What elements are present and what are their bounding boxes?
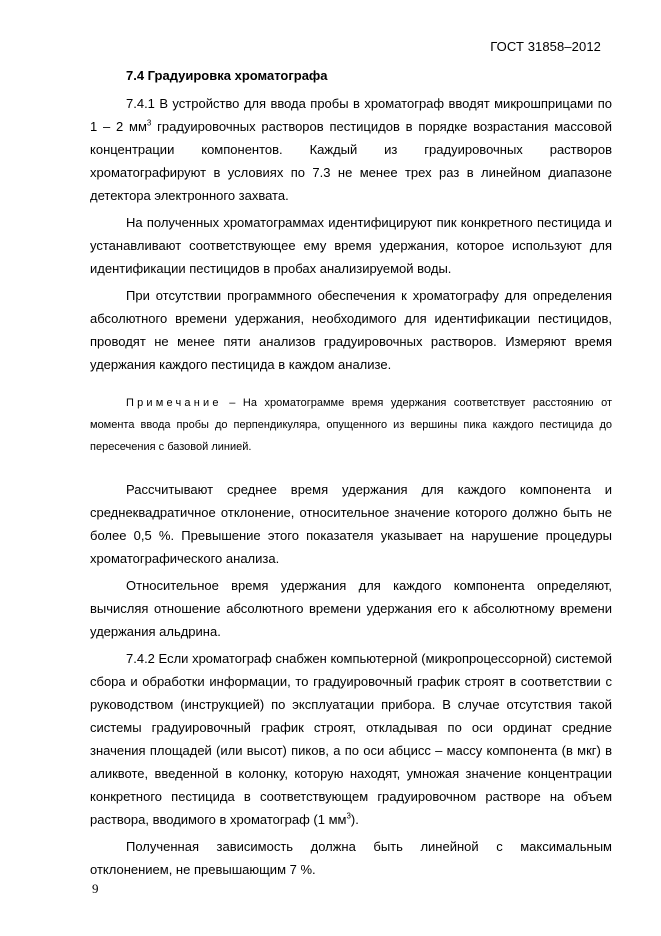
document-body xyxy=(90,66,612,885)
note-text: – На хроматограмме время удержания соответствует расстоянию от момента ввода пробы до перпендикуляра, опущенного из вершины пика каждого пестицида до пересечения с базовой линией. xyxy=(90,397,612,453)
page-number: 9 xyxy=(92,881,99,896)
paragraph-identification: На полученных хроматограммах идентифицируют пик конкретного пестицида и устанавливают соответствующее ему время удержания, которое используют для идентификации пестицидов в пробах анализируемой воды. xyxy=(90,215,612,276)
paragraph-7-4-2: 7.4.2 Если хроматограф снабжен компьютерной (микропроцессорной) системой сбора и обработки информации, то градуировочный график строят в соответствии с руководством (инструкцией) по эксплуатации прибора. В случае отсутствия такой системы градуировочный график строят, откладывая по оси ординат средние значения площадей (или высот) пиков, а по оси абцисс – массу компонента (в мкг) в аликвоте, введенной в колонку, которую находят, умножая значение концентрации конкретного пестицида в соответствующем градуировочном растворе на объем раствора, вводимого в хроматограф (1 $мм^3$). xyxy=(90,651,612,827)
section-title: 7.4 Градуировка хроматографа xyxy=(126,68,328,83)
paragraph-mean-retention: Рассчитывают среднее время удержания для каждого компонента и среднеквадратичное отклонение, относительное значение которого должно быть не более 0,5 %. Превышение этого показателя указывает на нарушение процедуры хроматографического анализа. xyxy=(90,482,612,566)
paragraph-relative-retention: Относительное время удержания для каждого компонента определяют, вычисляя отношение абсолютного времени удержания его к абсолютному времени удержания альдрина. xyxy=(90,578,612,639)
page-header: ГОСТ 31858–2012 xyxy=(490,39,601,54)
paragraph-linearity: Полученная зависимость должна быть линейной с максимальным отклонением, не превышающим 7 %. xyxy=(90,839,612,877)
note xyxy=(90,392,612,458)
paragraph-retention-time: При отсутствии программного обеспечения к хроматографу для определения абсолютного времени удержания, необходимого для идентификации пестицидов, проводят не менее пяти анализов градуировочных растворов. Измеряют время удержания каждого пестицида в каждом анализе. xyxy=(90,288,612,372)
paragraph-7-4-1: 7.4.1 В устройство для ввода пробы в хроматограф вводят микрошприцами по 1 – 2 $мм^3$ градуировочных растворов пестицидов в порядке возрастания массовой концентрации компонентов. Каждый из градуировочных растворов хроматографируют в условиях по 7.3 не менее трех раз в линейном диапазоне детектора электронного захвата. xyxy=(90,96,612,203)
note-label: Примечание xyxy=(126,397,222,409)
